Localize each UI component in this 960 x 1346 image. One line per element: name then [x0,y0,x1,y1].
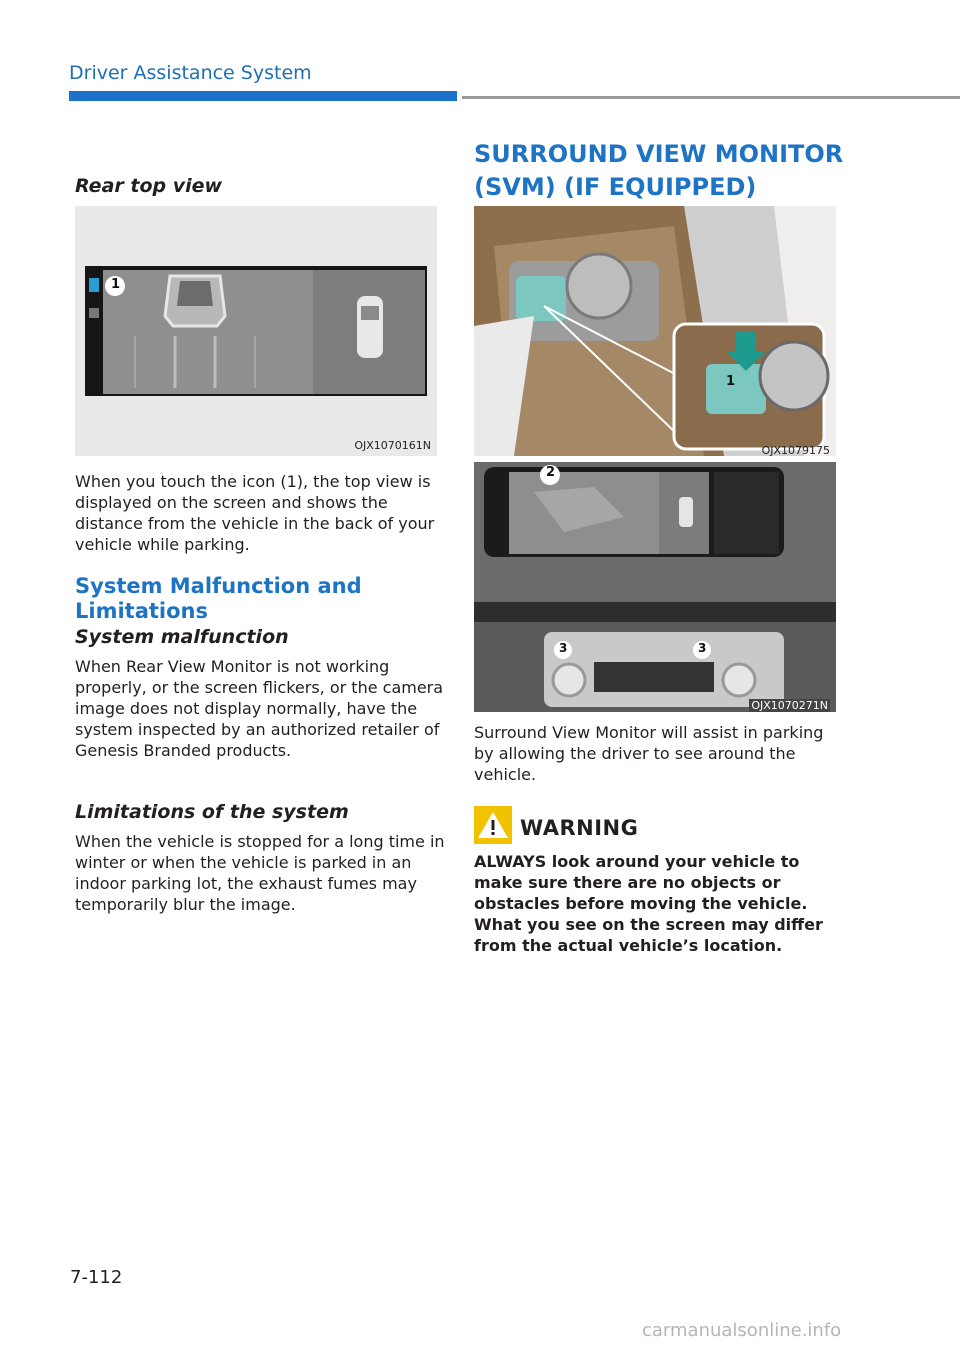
section-title-malfunction [75,574,362,624]
fig3-callout-2: 2 [546,465,556,480]
warning-triangle-icon [474,806,512,844]
figure-svm-display [474,462,836,712]
rear-top-view-illustration [75,206,437,456]
fig3-callout-3-right: 3 [698,641,707,655]
svm-paragraph: Surround View Monitor will assist in parking by allowing the driver to see around the vehicle. [474,723,824,784]
watermark: carmanualsonline.info [642,1320,842,1341]
running-header: Driver Assistance System [69,62,312,84]
system-malfunction-heading: System malfunction [75,626,289,648]
section-title-line-2: Limitations [75,599,208,623]
svm-title-line-1: SURROUND VIEW MONITOR [474,140,844,168]
page-number: 7-112 [70,1267,123,1288]
fig2-caption: OJX1079175 [761,444,830,456]
warning-badge [474,806,512,844]
fig2-callout-1: 1 [726,374,736,389]
warning-paragraph: ALWAYS look around your vehicle to make sure there are no objects or obstacles before moving the vehicle. What you see on the screen may differ from the actual vehicle’s location. [474,852,823,955]
fig3-caption: OJX1070271N [751,699,828,712]
svm-section-title [474,138,843,204]
figure-rear-top-view [75,206,437,456]
svm-button-illustration [474,206,836,456]
limitations-heading: Limitations of the system [75,801,349,823]
fig1-caption: OJX1070161N [354,439,431,452]
fig3-callout-3-left: 3 [559,641,568,655]
section-title-line-1: System Malfunction and [75,574,362,598]
fig1-callout-1: 1 [111,277,121,292]
rear-top-view-heading: Rear top view [75,175,223,197]
svm-display-illustration [474,462,836,712]
warning-label: WARNING [520,816,639,840]
figure-svm-button [474,206,836,456]
system-malfunction-paragraph: When Rear View Monitor is not working properly, or the screen flickers, or the camera image does not display normally, have the system inspected by an authorized retailer of Genesis Branded products. [75,657,444,760]
svm-title-line-2: (SVM) (IF EQUIPPED) [474,173,757,201]
header-rule-blue [69,91,457,101]
limitations-paragraph: When the vehicle is stopped for a long time in winter or when the vehicle is parked in an indoor parking lot, the exhaust fumes may temporarily blur the image. [75,832,445,914]
header-rule-gray [462,96,960,99]
rear-top-view-paragraph: When you touch the icon (1), the top view is displayed on the screen and shows the distance from the vehicle in the back of your vehicle while parking. [75,472,435,554]
